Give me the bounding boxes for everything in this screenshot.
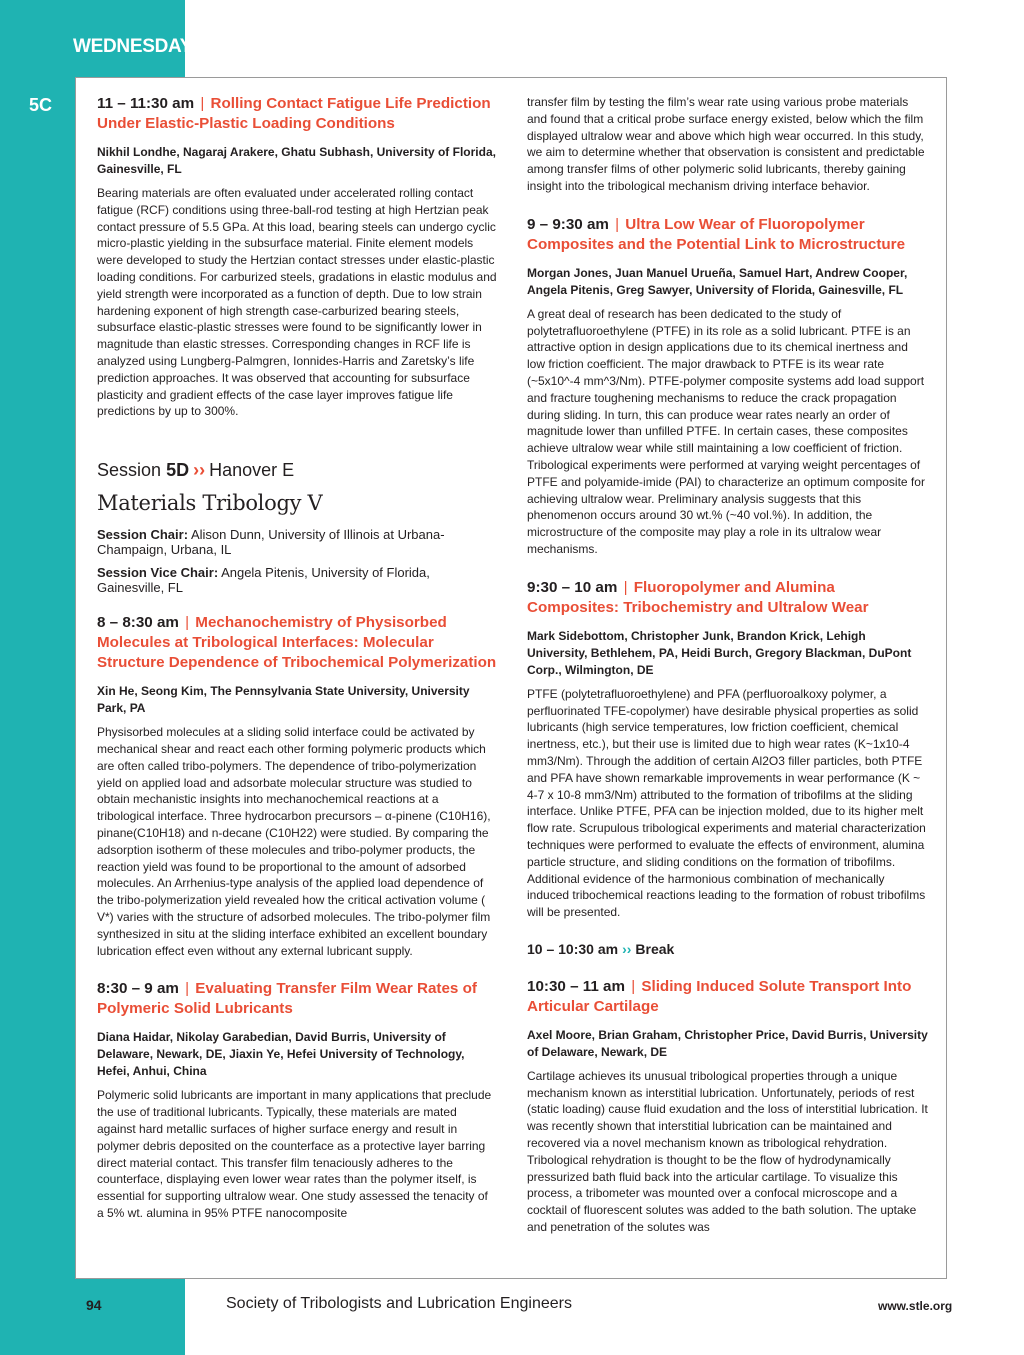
- left-column: [97, 94, 497, 1242]
- talk-heading: [527, 215, 929, 255]
- talk-time: 9:30 – 10 am: [527, 578, 618, 596]
- page-number: 94: [86, 1297, 102, 1313]
- talk-heading: [97, 979, 497, 1019]
- talk-time: 8 – 8:30 am: [97, 614, 179, 632]
- chair-name: Alison Dunn, University of Illinois at Urbana-Champaign, Urbana, IL: [97, 527, 445, 558]
- talk-fluoropolymer-alumina: [527, 578, 929, 921]
- separator: |: [180, 980, 194, 998]
- session-room: Hanover E: [209, 460, 295, 481]
- talk-ultra-low-wear: [527, 215, 929, 558]
- talk-title: Rolling Contact Fatigue Life Prediction Under Elastic-Plastic Loading Conditions: [97, 95, 491, 132]
- talk-rolling-contact: [97, 94, 497, 420]
- talk-time: 8:30 – 9 am: [97, 980, 179, 998]
- talk-heading: [97, 613, 497, 673]
- separator: |: [610, 215, 624, 233]
- talk-solute-transport: [527, 977, 929, 1236]
- chevron-icon: ››: [193, 460, 206, 481]
- talk-abstract: Polymeric solid lubricants are important in many applications that preclude the use of traditional lubricants. Typically, these materials are mated against hard metallic surfaces of higher surface energy and result in polymer debris deposited on the counterface as a protective layer barring direct material contact. This transfer film tenaciously adheres to the counterface, displaying even lower wear rates than the polymer itself, is essential for supporting ultralow wear. One study assessed the tenacity of a 5% wt. alumina in 95% PTFE nanocomposite: [97, 1088, 492, 1220]
- talk-time: 11 – 11:30 am: [97, 95, 195, 112]
- day-label: WEDNESDAY: [73, 36, 193, 57]
- talk-title: Sliding Induced Solute Transport Into Articular Cartilage: [527, 977, 912, 1015]
- session-prefix: Session: [97, 460, 162, 481]
- talk-heading: [527, 977, 929, 1017]
- talk-heading: [527, 578, 929, 618]
- talk-authors: Xin He, Seong Kim, The Pennsylvania State University, University Park, PA: [97, 684, 470, 716]
- talk-mechanochemistry: [97, 613, 497, 959]
- talk-title: Ultra Low Wear of Fluoropolymer Composites and the Potential Link to Microstructure: [527, 215, 906, 253]
- vice-chair-name: Angela Pitenis, University of Florida, Gainesville, FL: [97, 565, 430, 596]
- break-entry: [527, 941, 929, 957]
- chevron-icon: ››: [622, 940, 632, 957]
- talk-title: Evaluating Transfer Film Wear Rates of Polymeric Solid Lubricants: [97, 980, 477, 1018]
- talk-time: 9 – 9:30 am: [527, 215, 609, 233]
- talk-abstract: PTFE (polytetrafluoroethylene) and PFA (perfluoroalkoxy polymer, a perfluorinated TFE-copolymer) have desirable physical properties as solid lubricants (high service temperatures, low friction coefficient, chemical inertness, etc.), but their use is limited due to high wear rates (K~1x10-4 mm3/Nm). Through the addition of certain Al2O3 filler particles, both PTFE and PFA have shown remarkable improvements in wear performance (K ~ 4-7 x 10-8 mm3/Nm) attributed to the formation of tribofilms at the sliding interface. Unlike PTFE, PFA can be injection molded, due to its higher melt flow rate. Scrupulous tribological experiments and material characterization techniques were performed to evaluate the effects of environment, alumina particle structure, and sliding conditions on the formation of tribofilms. Additional evidence of the harmonious combination of mechanically induced tribochemical reactions leading to the formation of robust tribofilms will be presented.: [527, 686, 926, 920]
- talk-abstract: Bearing materials are often evaluated under accelerated rolling contact fatigue (RCF) conditions using three-ball-rod testing at high Hertzian peak contact pressure of 5.5 GPa. At this load, bearing steels can undergo cyclic micro-plastic yielding in the subsurface material. Finite element models were developed to study the Hertzian contact stresses under elastic-plastic loading conditions. For carburized steels, gradations in elastic modulus and yield strength were incorporated as a function of depth. Due to low strain hardening exponent of high strength case-carburized bearing steels, subsurface elastic-plastic stresses were found to be significantly lower in magnitude than elastic stresses. Corresponding changes in RCF life is analyzed using Lungberg-Palmgren, Ionnides-Harris and Zaretsky’s life prediction approaches. It was observed that accounting for subsurface plasticity and gradient effects of the case layer improves fatigue life predictions by up to 300%.: [97, 186, 497, 419]
- session-line: [97, 460, 497, 481]
- chair-label: Session Chair:: [97, 527, 189, 543]
- section-tab: 5C: [29, 95, 53, 115]
- session-chair: [97, 527, 497, 557]
- separator: |: [196, 95, 209, 112]
- separator: |: [180, 614, 194, 632]
- website-url: www.stle.org: [878, 1299, 953, 1313]
- session-header: [97, 460, 497, 595]
- talk-title: Mechanochemistry of Physisorbed Molecules at Tribological Interfaces: Molecular Structure Dependence of Tribochemical Polymerization: [97, 614, 497, 672]
- talk-transfer-film: [97, 979, 497, 1221]
- talk-title: Fluoropolymer and Alumina Composites: Tribochemistry and Ultralow Wear: [527, 578, 869, 616]
- talk-authors: Morgan Jones, Juan Manuel Urueña, Samuel Hart, Andrew Cooper, Angela Pitenis, Greg Sawyer, University of Florida, Gainesville, FL: [527, 265, 908, 297]
- session-title: Materials Tribology V: [97, 491, 323, 516]
- break-label: Break: [635, 940, 675, 957]
- talk-authors: Nikhil Londhe, Nagaraj Arakere, Ghatu Subhash, University of Florida, Gainesville, FL: [97, 145, 496, 176]
- page-footer: [0, 1295, 1024, 1325]
- separator: |: [619, 578, 632, 596]
- talk-heading: [97, 94, 497, 134]
- right-column: [527, 94, 929, 1256]
- separator: |: [626, 977, 640, 995]
- talk-abstract: Cartilage achieves its unusual tribological properties through a unique mechanism known as interstitial lubrication. Unfortunately, periods of rest (static loading) cause fluid exudation and the loss of interstitial lubrication. It was recently shown that interstitial lubrication can be maintained and recovered via a novel mechanism known as tribological rehydration. Tribological rehydration is thought to be the flow of hydrodynamically pressurized bath fluid back into the articular cartilage. To visualize this process, a tribometer was mounted over a confocal microscope and a cocktail of fluorescent solutes was added to the bath solution. The uptake and penetration of the solutes was: [527, 1068, 928, 1235]
- break-time: 10 – 10:30 am: [527, 940, 619, 957]
- vice-chair-label: Session Vice Chair:: [97, 565, 219, 581]
- abstract-continuation: transfer film by testing the film’s wear rate using various probe materials and found that a critical probe surface energy existed, below which the film displayed ultralow wear and above which high wear occurred. In this study, we aim to determine whether that observation is consistent and predictable among transfer films of other polymeric solid lubricants, thereby gaining insight into the tribological mechanism driving interface behavior.: [527, 95, 925, 193]
- society-name: Society of Tribologists and Lubrication Engineers: [226, 1295, 572, 1312]
- talk-authors: Diana Haidar, Nikolay Garabedian, David Burris, University of Delaware, Newark, DE, Jiaxin Ye, Hefei University of Technology, Hefei, Anhui, China: [97, 1030, 465, 1079]
- talk-authors: Mark Sidebottom, Christopher Junk, Brandon Krick, Lehigh University, Bethlehem, PA, Heidi Burch, Gregory Blackman, DuPont Corp., Wilmington, DE: [527, 628, 912, 677]
- talk-authors: Axel Moore, Brian Graham, Christopher Price, David Burris, University of Delaware, Newark, DE: [527, 1027, 928, 1059]
- session-code: 5D: [166, 460, 190, 481]
- content-box: [75, 77, 947, 1279]
- session-vice-chair: [97, 565, 497, 595]
- talk-abstract: A great deal of research has been dedicated to the study of polytetrafluoroethylene (PTFE) in its role as a solid lubricant. PTFE is an attractive option in design applications due to its chemical inertness and low friction coefficient. The major drawback to PTFE is its wear rate (~5x10^-4 mm^3/Nm). PTFE-polymer composite systems add load support and fracture toughening mechanisms to reduce the crack propagation during sliding. In turn, this can produce wear rates nearly an order of magnitude lower than unfilled PTFE. In certain cases, these composites achieve ultralow wear while still maintaining a low coefficient of friction. Tribological experiments were performed at varying weight percentages of PTFE and polyamide-imide (PAI) to characterize an optimum composite for achieving ultralow wear. Preliminary analysis suggests that this phenomenon occurs around 30 wt.% (~40 vol.%). In addition, the microstructure of the composite may play a role in its ultralow wear mechanisms.: [527, 306, 925, 556]
- talk-time: 10:30 – 11 am: [527, 977, 625, 995]
- talk-abstract: Physisorbed molecules at a sliding solid interface could be activated by mechanical shear and react each other forming polymeric products which are often called tribo-polymers. The dependence of tribo-polymerization yield on applied load and adsorbate molecular structure was studied to obtain mechanistic insights into mechanochemical reactions at a tribological interface. Three hydrocarbon precursors – α-pinene (C10H16), pinane(C10H18) and n-decane (C10H22) were studied. By comparing the adsorption isotherm of these molecules and tribo-polymer products, the reaction yield was found to be proportional to the amount of adsorbed molecules. An Arrhenius-type analysis of the applied load dependence of the tribo-polymerization yield revealed how the critical activation volume ( V*) varies with the structure of adsorbed molecules. The tribo-polymer film synthesized in situ at the sliding interface exhibited an excellent boundary lubrication effect even without any external lubricant supply.: [97, 725, 491, 958]
